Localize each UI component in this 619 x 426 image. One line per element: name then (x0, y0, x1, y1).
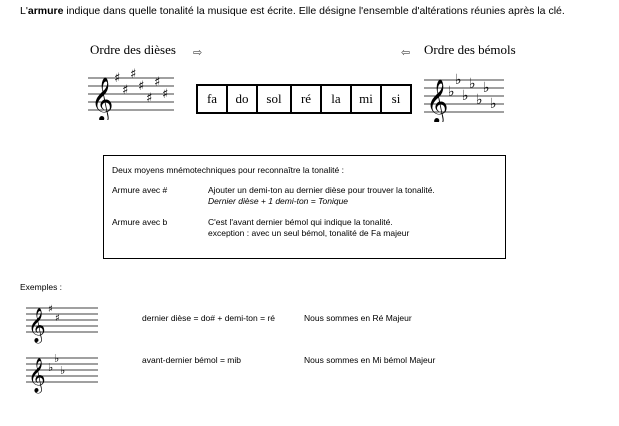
flat-icon: ♭ (476, 92, 483, 108)
sharp-icon: ♯ (55, 313, 60, 324)
sharp-rule-formula: Dernier dièse + 1 demi-ton = Tonique (208, 196, 349, 206)
sharp-icon: ♯ (130, 68, 137, 82)
flat-icon: ♭ (455, 72, 462, 88)
sharps-arrow-icon: ⇨ (193, 47, 203, 59)
example-1-result: Nous sommes en Ré Majeur (304, 313, 412, 323)
sharp-icon: ♯ (138, 79, 145, 94)
mnemonic-title: Deux moyens mnémotechniques pour reconnaître la tonalité : (112, 165, 344, 175)
flats-key-signature (424, 70, 504, 122)
flat-icons (448, 72, 497, 112)
note-cell: fa (197, 85, 227, 113)
note-cell: ré (291, 85, 321, 113)
examples-title: Exemples : (20, 282, 63, 292)
flats-order-label: Ordre des bémols (424, 42, 516, 57)
treble-clef-icon: 𝄞 (28, 358, 46, 393)
note-cell: si (381, 85, 411, 113)
flat-rule-label: Armure avec b (112, 217, 168, 227)
flat-icon: ♭ (60, 364, 66, 377)
sharp-icon: ♯ (122, 83, 129, 98)
mnemonic-box (103, 155, 506, 259)
flat-rule-text: C'est l'avant dernier bémol qui indique la tonalité. (208, 217, 393, 227)
note-cell: mi (351, 85, 381, 113)
sharp-icon: ♯ (48, 304, 53, 315)
sharp-icon: ♯ (114, 71, 121, 86)
sharp-icon: ♯ (154, 75, 161, 90)
flat-icons (48, 352, 65, 377)
example-2-result: Nous sommes en Mi bémol Majeur (304, 355, 436, 365)
treble-clef-icon: 𝄞 (28, 308, 46, 343)
note-cell: sol (257, 85, 291, 113)
sharp-rule-label: Armure avec # (112, 185, 168, 195)
treble-clef-icon: 𝄞 (426, 79, 449, 122)
flat-icon: ♭ (490, 96, 497, 112)
sharps-order-label: Ordre des dièses (90, 42, 176, 57)
flat-icon: ♭ (483, 80, 490, 96)
sharp-icon: ♯ (162, 87, 169, 102)
example-2-rule: avant-dernier bémol = mib (142, 355, 241, 365)
sharp-rule-text: Ajouter un demi-ton au dernier dièse pour trouver la tonalité. (208, 185, 435, 195)
sharp-icon: ♯ (146, 91, 153, 106)
flat-icon: ♭ (469, 76, 476, 92)
flat-icon: ♭ (48, 361, 54, 374)
intro-keyword: armure (27, 5, 64, 17)
intro-after: indique dans quelle tonalité la musique est écrite. Elle désigne l'ensemble d'altérations réunies après la clé. (63, 5, 565, 17)
note-cell: la (321, 85, 351, 113)
sharps-key-signature (88, 68, 174, 120)
sharp-icons (114, 68, 168, 106)
note-cell: do (227, 85, 257, 113)
intro-paragraph (20, 5, 600, 18)
example-staff-eb-major (26, 350, 98, 394)
flat-icon: ♭ (462, 88, 469, 104)
flat-rule-exception: exception : avec un seul bémol, tonalité de Fa majeur (208, 228, 410, 238)
notes-row (197, 85, 411, 113)
intro-before: L' (20, 5, 28, 17)
flats-arrow-icon: ⇦ (401, 47, 411, 59)
notes-order-table (196, 84, 412, 114)
flat-icon: ♭ (448, 84, 455, 100)
example-staff-d-major (26, 300, 98, 344)
flat-icon: ♭ (54, 352, 60, 365)
treble-clef-icon: 𝄞 (91, 77, 114, 120)
example-1-rule: dernier dièse = do# + demi-ton = ré (142, 313, 276, 323)
